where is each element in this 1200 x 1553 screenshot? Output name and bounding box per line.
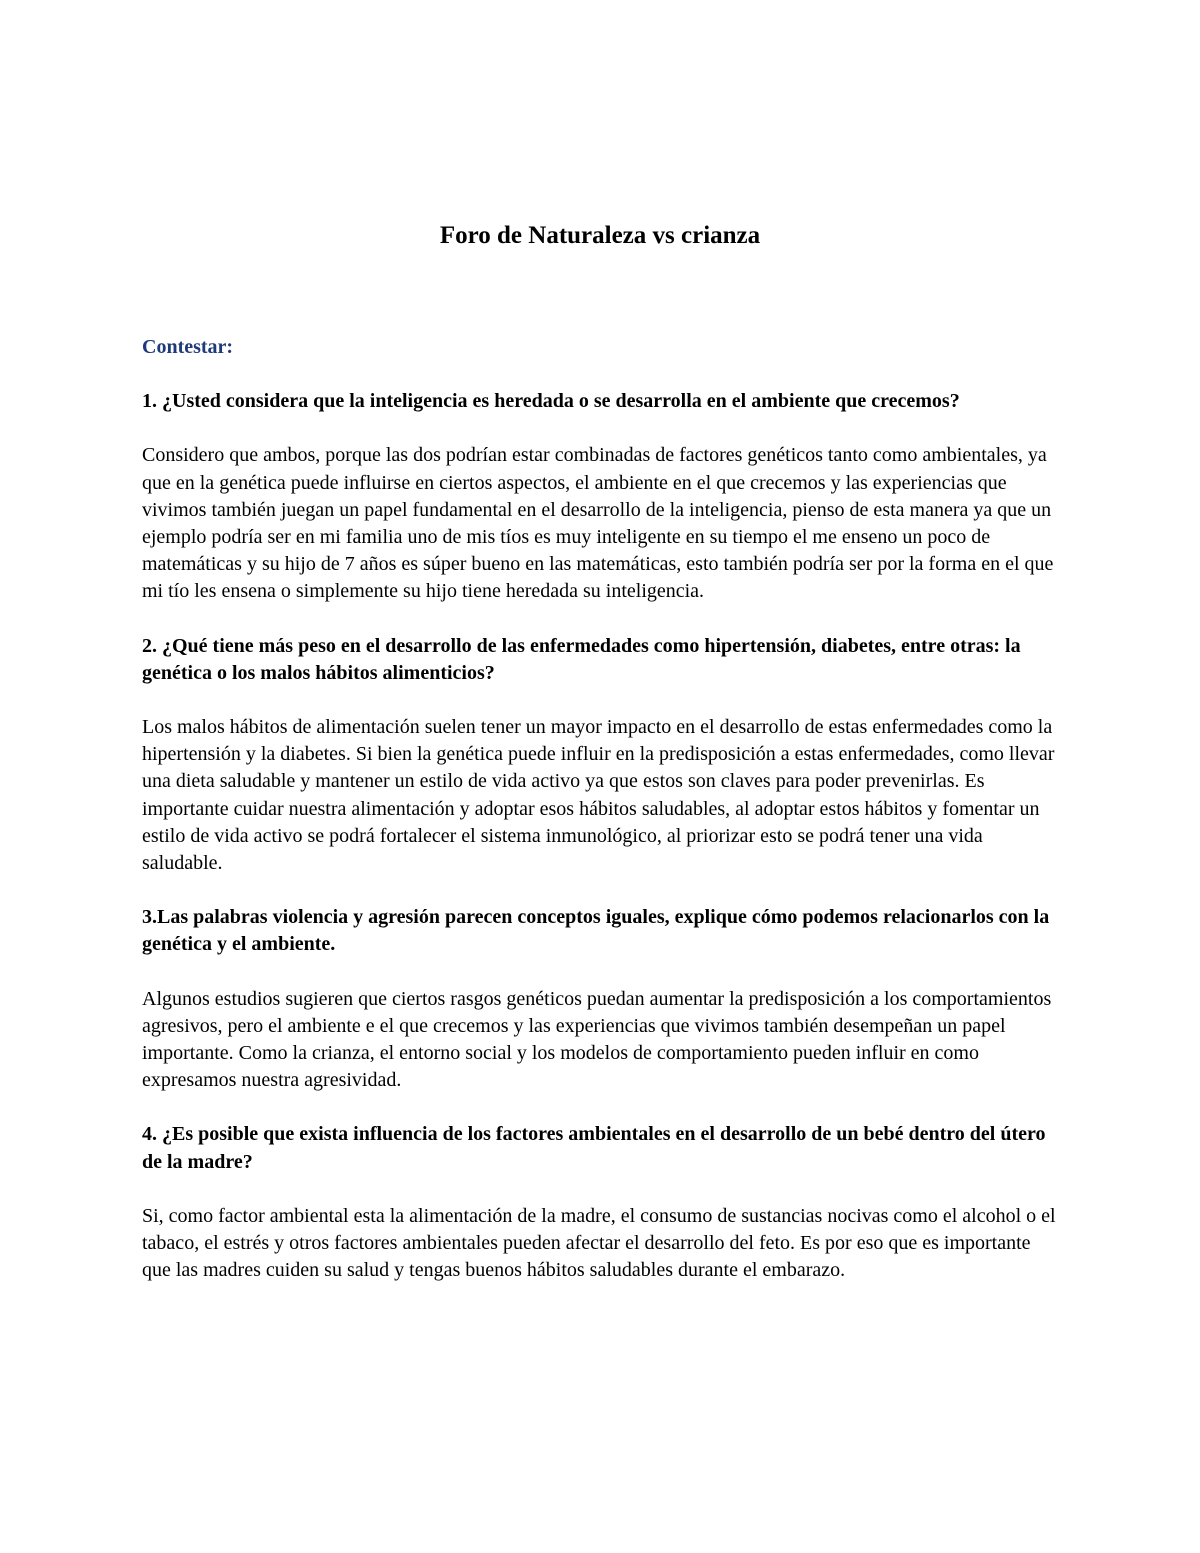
question-3: 3.Las palabras violencia y agresión parecen conceptos iguales, explique cómo podemos relacionarlos con la genética y el ambiente.: [142, 906, 1050, 956]
section-label: Contestar:: [142, 336, 234, 358]
answer-4: Si, como factor ambiental esta la alimentación de la madre, el consumo de sustancias nocivas como el alcohol o el tabaco, el estrés y otros factores ambientales pueden afectar el desarrollo del feto. Es por eso que es importante que las madres cuiden su salud y tengas buenos hábitos saludables durante el embarazo.: [142, 1204, 1056, 1282]
answer-1: Considero que ambos, porque las dos podrían estar combinadas de factores genéticos tanto como ambientales, ya que en la genética puede influirse en ciertos aspectos, el ambiente en el que crecemos y las experiencias que vivimos también juegan un papel fundamental en el desarrollo de la inteligencia, pienso de esta manera ya que un ejemplo podría ser en mi familia uno de mis tíos es muy inteligente en su tiempo el me enseno un poco de matemáticas y su hijo de 7 años es súper bueno en las matemáticas, esto también podría ser por la forma en el que mi tío les ensena o simplemente su hijo tiene heredada su inteligencia.: [142, 444, 1054, 603]
question-4: 4. ¿Es posible que exista influencia de los factores ambientales en el desarrollo de un bebé dentro del útero de la madre?: [142, 1123, 1046, 1173]
answer-3: Algunos estudios sugieren que ciertos rasgos genéticos puedan aumentar la predisposición a los comportamientos agresivos, pero el ambiente e el que crecemos y las experiencias que vivimos también desempeñan un papel importante. Como la crianza, el entorno social y los modelos de comportamiento pueden influir en como expresamos nuestra agresividad.: [142, 987, 1052, 1092]
document-body: [142, 334, 1062, 1311]
document-title: Foro de Naturaleza vs crianza: [439, 222, 761, 249]
question-2: 2. ¿Qué tiene más peso en el desarrollo de las enfermedades como hipertensión, diabetes, entre otras: la genética o los malos hábitos alimenticios?: [142, 634, 1021, 684]
question-1: 1. ¿Usted considera que la inteligencia es heredada o se desarrolla en el ambiente que crecemos?: [142, 390, 960, 413]
answer-2: Los malos hábitos de alimentación suelen tener un mayor impacto en el desarrollo de estas enfermedades como la hipertensión y la diabetes. Si bien la genética puede influir en la predisposición a estas enfermedades, como llevar una dieta saludable y mantener un estilo de vida activo ya que estos son claves para poder prevenirlas. Es importante cuidar nuestra alimentación y adoptar esos hábitos saludables, al adoptar estos hábitos y fomentar un estilo de vida activo se podrá fortalecer el sistema inmunológico, al priorizar esto se podrá tener una vida saludable.: [142, 716, 1055, 875]
